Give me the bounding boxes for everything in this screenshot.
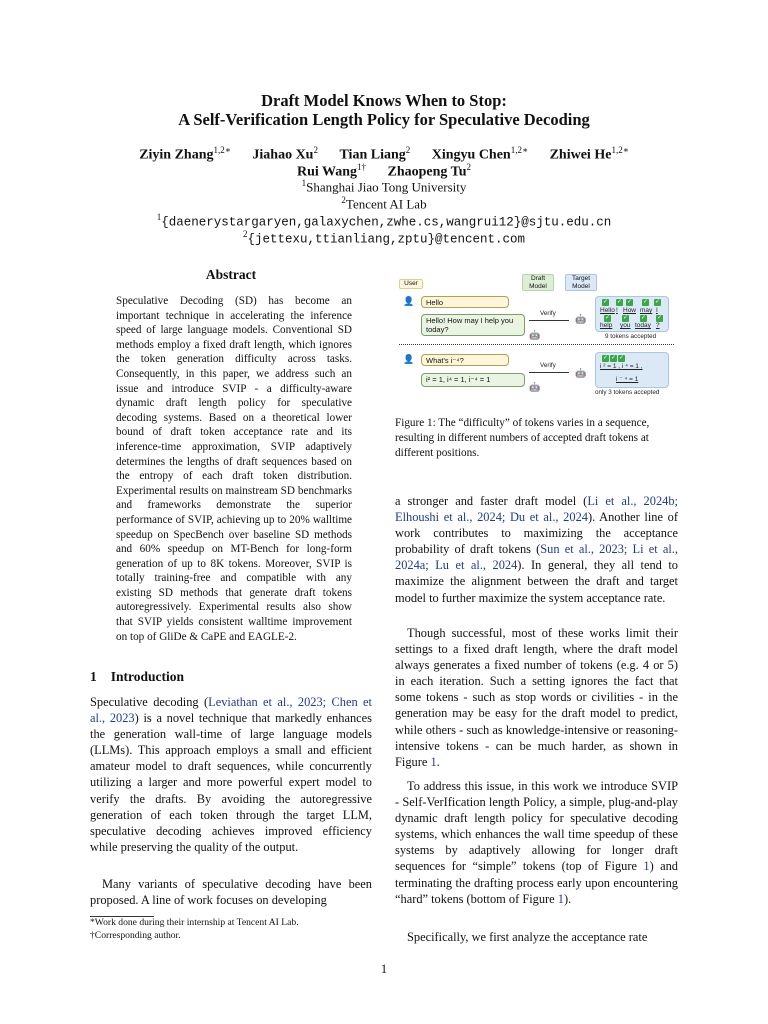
figure-ref-link[interactable]: 1 xyxy=(430,754,437,769)
label-target-model: Target Model xyxy=(565,274,597,291)
figure-1 xyxy=(395,272,678,402)
check-icon: ✓ xyxy=(622,315,629,321)
verify-arrow-top xyxy=(529,320,569,321)
token: Hello xyxy=(600,307,615,314)
user-message-top: Hello xyxy=(421,296,509,308)
author: Xingyu Chen$^{1,2∗}$ xyxy=(431,145,529,163)
page-number: 1 xyxy=(380,962,388,976)
author: Tian Liang$^2$ xyxy=(339,145,411,163)
citation-link[interactable]: Sun et al., 2023; Li et al., 2024a; Lu et al., 2024 xyxy=(395,542,678,573)
draft-model-icon: 🤖 xyxy=(529,330,541,340)
check-icon: ✓ xyxy=(642,299,649,305)
token: you xyxy=(620,322,631,329)
verify-label-top: Verify xyxy=(540,310,556,317)
token: ! xyxy=(616,307,618,314)
check-icon: ✓ xyxy=(626,299,633,305)
abstract-text: Speculative Decoding (SD) has become an important technique in accelerating the inference speed of large language models. Conventional SD methods employ a fixed draft length, which ignores the token generation difficulty across tasks. Consequently, in this paper, we address such an issue and introduce SVIP - a difficulty-aware dynamic draft length policy for speculative decoding systems. Based on a theoretical lower bound of draft token acceptance rate and its inference-time approximation, SVIP adaptively determines the lengths of draft sequences based on the entropy of each draft token distribution. Experimental results on mainstream SD benchmarks and frameworks demonstrate the superior performance of SVIP, achieving up to 20% walltime speedup on SpecBench over baseline SD methods and 60% speedup on MT-Bench for long-form generation of up to 8K tokens. Moreover, SVIP is totally training-free and compatible with any existing SD methods that generate draft tokens autoregressively. Experimental results also show that SVIP yields consistent walltime improvement on top of GliDe & CaPE and EAGLE-2. xyxy=(116,295,352,643)
verify-label-bottom: Verify xyxy=(540,362,556,369)
right-paragraph-1: a stronger and faster draft model (Li et al., 2024b; Elhoushi et al., 2024; Du et al., 2024). Another line of work contributes to maximizing the acceptance probability of draft tokens (Sun et al., 2023; Li et al., 2024a; Lu et al., 2024). In general, they all tend to maximize the alignment between the draft and target model to further maximize the system acceptance rate. xyxy=(395,494,678,605)
check-icon: ✓ xyxy=(618,355,625,361)
email-1: $^1${daenerystargaryen,galaxychen,zwhe.cs,wangrui12}@sjtu.edu.cn xyxy=(156,212,612,230)
right-paragraph-3: To address this issue, in this work we introduce SVIP - Self-VerIfication length Policy, a simple, plug-and-play dynamic draft length policy for speculative decoding systems, which enhances the wall time speedup of these systems by adaptively allowing for longer draft sequences for “simple” tokens (top of Figure 1) and terminating the drafting process early upon encountering “hard” tokens (bottom of Figure 1). xyxy=(395,779,678,906)
check-icon: ✓ xyxy=(604,315,611,321)
right-paragraph-2: Though successful, most of these works limit their settings to a fixed draft length, where the draft model always generates a fixed number of tokens (e.g. 4 or 5) in each iteration. Such a setting ignores the fact that some tokens - such as stop words or civilities - in the generation may be easy for the draft model to predict, while others - such as knowledge-intensive or reasoning-intensive tokens - can be much harder, as shown in Figure 1. xyxy=(395,626,678,769)
check-icon: ✓ xyxy=(656,315,663,321)
intro-paragraph-2: Many variants of speculative decoding have been proposed. A line of work focuses on developing xyxy=(90,877,372,908)
author: Jiahao Xu$^2$ xyxy=(252,145,318,163)
email-2: $^2${jettexu,ttianliang,zptu}@tencent.com xyxy=(242,229,526,247)
token-box-bottom xyxy=(595,352,669,388)
title-line-1: Draft Model Knows When to Stop: xyxy=(261,91,507,110)
token: I xyxy=(656,307,658,314)
token-row: i ⁻ ⁴ = 1 xyxy=(616,376,639,383)
title-line-2: A Self-Verification Length Policy for Speculative Decoding xyxy=(178,110,590,129)
user-icon: 👤 xyxy=(403,354,415,364)
author: Zhaopeng Tu$^2$ xyxy=(387,162,472,180)
token: help xyxy=(600,322,613,329)
token: ? xyxy=(656,322,660,329)
check-icon: ✓ xyxy=(602,299,609,305)
token-box-top xyxy=(595,296,669,332)
affiliation-1: $^1$Shanghai Jiao Tong University xyxy=(301,178,467,195)
user-icon: 👤 xyxy=(403,296,415,306)
draft-model-icon: 🤖 xyxy=(529,382,541,392)
author: Rui Wang$^{1\dagger}$ xyxy=(296,162,367,180)
check-icon: ✓ xyxy=(610,355,617,361)
draft-message-top: Hello! How may I help you today? xyxy=(421,314,525,336)
user-message-bottom: What's i⁻⁴? xyxy=(421,354,509,366)
footnote-2: †Corresponding author. xyxy=(90,930,181,941)
check-icon: ✓ xyxy=(654,299,661,305)
citation-link[interactable]: Leviathan et al., 2023; Chen et al., 2023 xyxy=(90,695,372,726)
accepted-count-top: 9 tokens accepted xyxy=(605,333,657,340)
affiliation-2: $^2$Tencent AI Lab xyxy=(341,195,427,212)
author: Zhiwei $He^{1,2∗}$ xyxy=(549,145,629,163)
label-draft-model: Draft Model xyxy=(522,274,554,291)
footnote-1: *Work done during their internship at Tencent AI Lab. xyxy=(90,917,299,928)
section-heading-introduction: 1 Introduction xyxy=(90,669,185,684)
token: How xyxy=(623,307,637,314)
target-model-icon: 🤖 xyxy=(575,314,587,324)
token: may xyxy=(640,307,653,314)
right-paragraph-4: Specifically, we first analyze the acceptance rate xyxy=(407,930,648,944)
verify-arrow-bottom xyxy=(529,372,569,373)
figure-ref-link[interactable]: 1 xyxy=(643,859,650,874)
citation-link[interactable]: Li et al., 2024b; Elhoushi et al., 2024; Du et al., 2024 xyxy=(395,494,678,525)
figure-caption: Figure 1: The “difficulty” of tokens varies in a sequence, resulting in different numbers of accepted draft tokens at different positions. xyxy=(395,417,650,459)
paper-title xyxy=(0,91,768,129)
draft-message-bottom: i² = 1, i⁴ = 1, i⁻⁴ = 1 xyxy=(421,373,525,387)
check-icon: ✓ xyxy=(602,355,609,361)
token: today xyxy=(635,322,651,329)
target-model-icon: 🤖 xyxy=(575,368,587,378)
abstract-heading: Abstract xyxy=(205,267,257,282)
accepted-count-bottom: only 3 tokens accepted xyxy=(595,389,660,396)
intro-paragraph-1: Speculative decoding (Leviathan et al., 2023; Chen et al., 2023) is a novel technique that markedly enhances the generation wall-time of large language models (LLMs). This approach employs a small and efficient amateur model to draft sequences, while concurrently utilizing a larger and more powerful expert model to verify the drafts. By avoiding the autoregressive generation of each token through the target LLM, speculative decoding achieves improved efficiency while preserving the quality of the output. xyxy=(90,695,372,854)
figure-ref-link[interactable]: 1 xyxy=(557,891,564,906)
check-icon: ✓ xyxy=(640,315,647,321)
token-row: i ² = 1 , i ⁴ = 1 , xyxy=(600,363,643,370)
author: Ziyin Zhang$^{1,2∗}$ xyxy=(139,145,231,163)
label-user: User xyxy=(399,279,423,289)
check-icon: ✓ xyxy=(616,299,623,305)
figure-divider xyxy=(399,344,674,345)
